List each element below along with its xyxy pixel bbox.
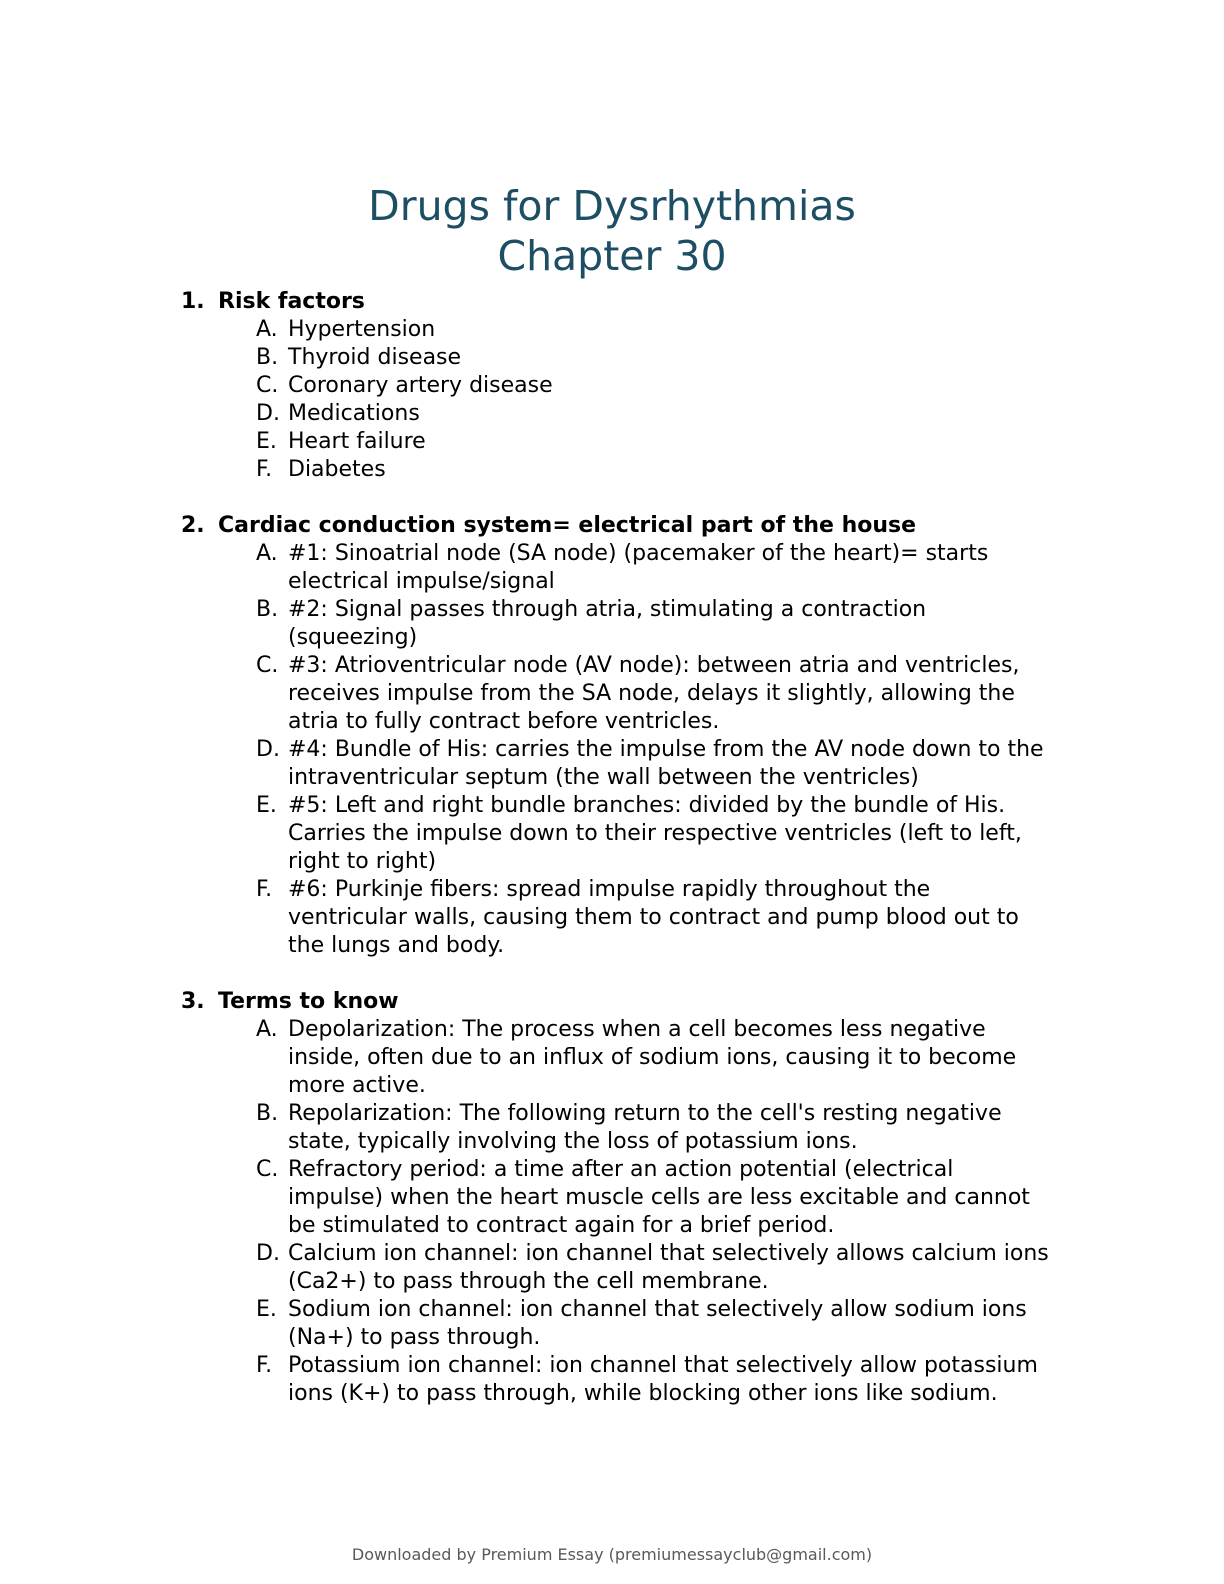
list-item <box>181 652 1081 736</box>
list-item <box>181 876 1081 960</box>
list-item <box>181 316 1081 344</box>
section-cardiac-conduction-system <box>181 512 1081 960</box>
section-terms-to-know <box>181 988 1081 1408</box>
list-item-label: C. <box>256 373 279 398</box>
list-item-label: D. <box>256 1241 280 1266</box>
section-title: Cardiac conduction system= electrical part of the house <box>218 513 917 538</box>
list-item-label: B. <box>256 345 279 370</box>
section-title: Terms to know <box>218 989 399 1014</box>
list-item <box>181 596 1081 652</box>
list-item-label: F. <box>256 877 273 902</box>
list-item-text: Potassium ion channel: ion channel that selectively allow potassium ions (K+) to pass through, while blocking other ions like sodium. <box>288 1353 1038 1406</box>
document-title <box>0 0 1224 281</box>
list-item <box>181 372 1081 400</box>
list-item-label: E. <box>256 793 277 818</box>
list-item-label: F. <box>256 1353 273 1378</box>
list-item <box>181 736 1081 792</box>
list-item <box>181 456 1081 484</box>
list-item <box>181 792 1081 876</box>
list-item-label: E. <box>256 429 277 454</box>
document-title-line2: Chapter 30 <box>497 232 727 280</box>
list-item <box>181 344 1081 372</box>
list-item-label: A. <box>256 1017 278 1042</box>
section-number: 3. <box>181 989 205 1014</box>
list-item <box>181 1352 1081 1408</box>
list-item <box>181 1156 1081 1240</box>
list-item <box>181 1240 1081 1296</box>
list-item-text: #6: Purkinje fibers: spread impulse rapidly throughout the ventricular walls, causing them to contract and pump blood out to the lungs and body. <box>288 877 1019 958</box>
section-risk-factors <box>181 288 1081 484</box>
list-item <box>181 400 1081 428</box>
list-item-text: Calcium ion channel: ion channel that selectively allows calcium ions (Ca2+) to pass through the cell membrane. <box>288 1241 1049 1294</box>
section-title: Risk factors <box>218 289 365 314</box>
document-body <box>181 288 1081 1408</box>
list-item-text: Heart failure <box>288 429 426 454</box>
list-item-text: Refractory period: a time after an action potential (electrical impulse) when the heart muscle cells are less excitable and cannot be stimulated to contract again for a brief period. <box>288 1157 1030 1238</box>
section-number: 2. <box>181 513 205 538</box>
list-item-label: E. <box>256 1297 277 1322</box>
list-item-text: Coronary artery disease <box>288 373 553 398</box>
list-item-text: Depolarization: The process when a cell becomes less negative inside, often due to an influx of sodium ions, causing it to become more active. <box>288 1017 1017 1098</box>
footer-text: Downloaded by Premium Essay (premiumessayclub@gmail.com) <box>351 1545 873 1564</box>
list-item-label: F. <box>256 457 273 482</box>
list-item-label: D. <box>256 737 280 762</box>
list-item <box>181 1296 1081 1352</box>
list-item-label: A. <box>256 541 278 566</box>
list-item-label: C. <box>256 653 279 678</box>
section-heading <box>181 512 1081 540</box>
list-item-text: Sodium ion channel: ion channel that selectively allow sodium ions (Na+) to pass through. <box>288 1297 1027 1350</box>
list-item <box>181 428 1081 456</box>
section-heading <box>181 288 1081 316</box>
list-item-label: B. <box>256 597 279 622</box>
list-item-label: D. <box>256 401 280 426</box>
list-item <box>181 540 1081 596</box>
list-item <box>181 1016 1081 1100</box>
section-heading <box>181 988 1081 1016</box>
list-item-text: Thyroid disease <box>288 345 462 370</box>
list-item-text: Medications <box>288 401 420 426</box>
list-item-label: A. <box>256 317 278 342</box>
list-item-label: B. <box>256 1101 279 1126</box>
list-item-text: Hypertension <box>288 317 436 342</box>
list-item-text: #4: Bundle of His: carries the impulse from the AV node down to the intraventricular septum (the wall between the ventricles) <box>288 737 1044 790</box>
list-item-text: #2: Signal passes through atria, stimulating a contraction (squeezing) <box>288 597 927 650</box>
document-title-line1: Drugs for Dysrhythmias <box>368 182 856 230</box>
list-item-text: Repolarization: The following return to the cell's resting negative state, typically involving the loss of potassium ions. <box>288 1101 1002 1154</box>
list-item-text: #3: Atrioventricular node (AV node): between atria and ventricles, receives impulse from the SA node, delays it slightly, allowing the atria to fully contract before ventricles. <box>288 653 1020 734</box>
list-item-label: C. <box>256 1157 279 1182</box>
list-item-text: #5: Left and right bundle branches: divided by the bundle of His. Carries the impulse down to their respective ventricles (left to left, right to right) <box>288 793 1022 874</box>
list-item <box>181 1100 1081 1156</box>
list-item-text: #1: Sinoatrial node (SA node) (pacemaker of the heart)= starts electrical impulse/signal <box>288 541 989 594</box>
section-number: 1. <box>181 289 205 314</box>
list-item-text: Diabetes <box>288 457 386 482</box>
